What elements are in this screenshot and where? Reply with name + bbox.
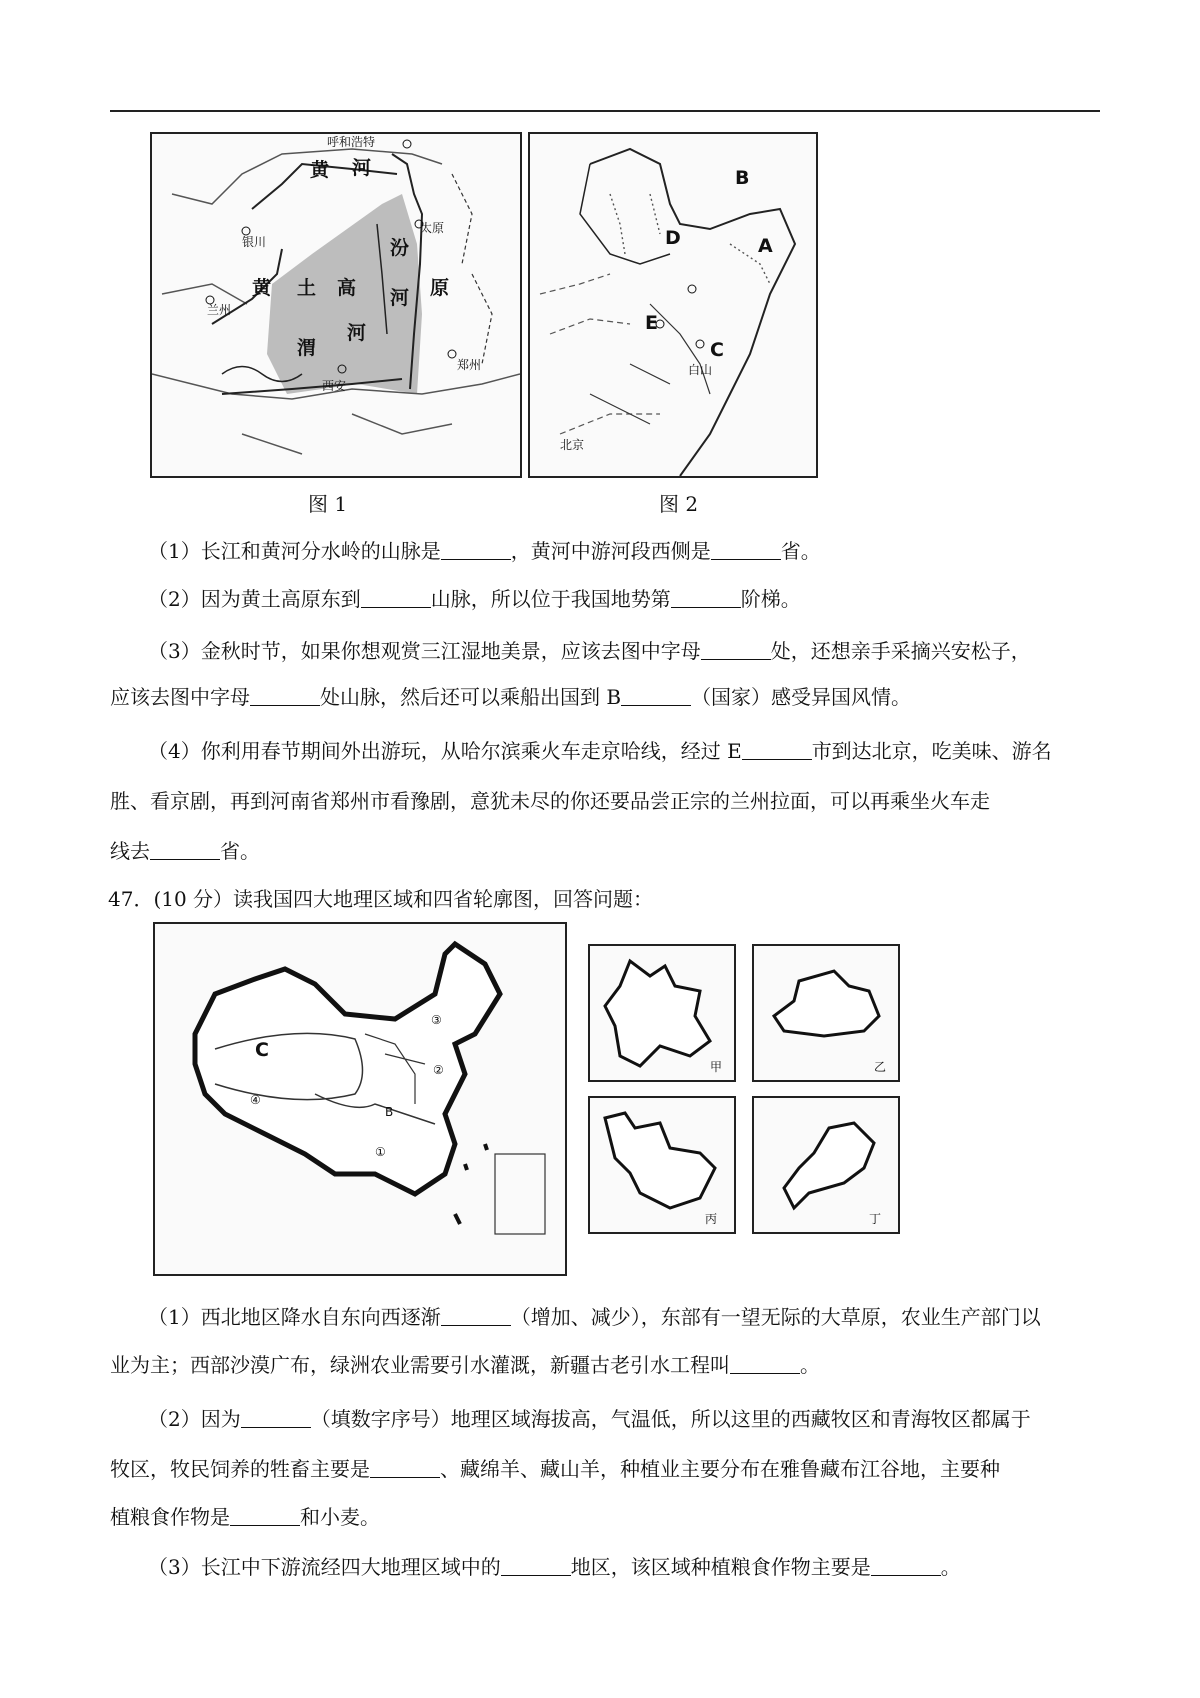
label-wei: 渭 — [297, 337, 317, 359]
label-huanghe-top2: 河 — [352, 157, 372, 179]
answer-blank[interactable] — [150, 839, 220, 860]
label-c: C — [710, 339, 724, 361]
map-label-4: ④ — [250, 1093, 261, 1107]
label-zhengzhou: 郑州 — [457, 358, 482, 372]
figure-1-caption: 图 1 — [308, 492, 348, 516]
answer-blank[interactable] — [501, 1555, 571, 1576]
label-b: B — [735, 167, 750, 189]
q46-item-3-cont: 应该去图中字母 处山脉，然后还可以乘船出国到 B （国家）感受异国风情。 — [110, 685, 912, 709]
label-wei-he: 河 — [347, 322, 367, 344]
q47-item-2-cont2: 植粮食作物是 和小麦。 — [110, 1505, 380, 1529]
label-huanghe-top: 黄 — [310, 159, 330, 181]
label-yuan: 原 — [430, 277, 450, 299]
answer-blank[interactable] — [701, 639, 771, 660]
label-d: D — [665, 227, 681, 249]
q46-item-4-cont2: 线去 省。 — [110, 839, 260, 863]
map-label-b: B — [385, 1105, 394, 1119]
q47-item-2: （2）因为 （填数字序号）地理区域海拔高，气温低，所以这里的西藏牧区和青海牧区都属于 — [148, 1407, 1031, 1431]
q47-item-3: （3）长江中下游流经四大地理区域中的 地区，该区域种植粮食作物主要是 。 — [148, 1555, 961, 1579]
province-label-ding: 丁 — [869, 1212, 882, 1226]
answer-blank[interactable] — [441, 1305, 511, 1326]
map-label-c: C — [255, 1039, 269, 1061]
province-jia — [588, 944, 736, 1082]
province-label-jia: 甲 — [710, 1060, 723, 1074]
q46-item-3: （3）金秋时节，如果你想观赏三江湿地美景，应该去图中字母 处，还想亲手采摘兴安松子， — [148, 639, 1031, 663]
answer-blank[interactable] — [871, 1555, 941, 1576]
q47-item-1: （1）西北地区降水自东向西逐渐 （增加、减少），东部有一望无际的大草原，农业生产部门以 — [148, 1305, 1041, 1329]
answer-blank[interactable] — [711, 539, 781, 560]
answer-blank[interactable] — [621, 685, 691, 706]
map-label-3: ③ — [431, 1013, 442, 1027]
label-taiyuan: 太原 — [420, 221, 445, 235]
label-yinchuan: 银川 — [242, 235, 267, 249]
q46-item-4-cont: 胜、看京剧，再到河南省郑州市看豫剧，意犹未尽的你还要品尝正宗的兰州拉面，可以再乘坐火车走 — [110, 789, 990, 813]
q46-item-4: （4）你利用春节期间外出游玩，从哈尔滨乘火车走京哈线，经过 E 市到达北京，吃美味、游名 — [148, 739, 1052, 763]
answer-blank[interactable] — [441, 539, 511, 560]
label-tu: 土 — [297, 277, 317, 299]
answer-blank[interactable] — [241, 1407, 311, 1428]
label-he: 河 — [390, 287, 410, 309]
label-huang: 黄 — [252, 277, 272, 299]
answer-blank[interactable] — [230, 1505, 300, 1526]
map-label-1: ① — [375, 1145, 386, 1159]
label-baishan: 白山 — [688, 363, 713, 377]
q47-title: 47．(10 分）读我国四大地理区域和四省轮廓图，回答问题： — [108, 887, 654, 911]
label-beijing: 北京 — [560, 438, 585, 452]
figure-2-map — [528, 132, 818, 478]
label-gao: 高 — [337, 277, 357, 299]
province-bing — [588, 1096, 736, 1234]
province-yi — [752, 944, 900, 1082]
q47-item-2-cont: 牧区，牧民饲养的牲畜主要是 、藏绵羊、藏山羊，种植业主要分布在雅鲁藏布江谷地，主要种 — [110, 1457, 1000, 1481]
province-ding — [752, 1096, 900, 1234]
header-rule — [110, 110, 1100, 112]
answer-blank[interactable] — [671, 587, 741, 608]
answer-blank[interactable] — [370, 1457, 440, 1478]
q46-item-1: （1）长江和黄河分水岭的山脉是 ，黄河中游河段西侧是 省。 — [148, 539, 821, 563]
q46-item-2: （2）因为黄土高原东到 山脉，所以位于我国地势第 阶梯。 — [148, 587, 801, 611]
label-lanzhou: 兰州 — [207, 303, 232, 317]
q47-item-1-cont: 业为主；西部沙漠广布，绿洲农业需要引水灌溉，新疆古老引水工程叫 。 — [110, 1353, 820, 1377]
answer-blank[interactable] — [730, 1353, 800, 1374]
label-a: A — [758, 235, 773, 257]
label-fen: 汾 — [390, 237, 410, 259]
answer-blank[interactable] — [250, 685, 320, 706]
label-xian: 西安 — [322, 379, 347, 393]
map-label-2: ② — [433, 1063, 444, 1077]
china-regions-map — [153, 922, 567, 1276]
figure-2-caption: 图 2 — [659, 492, 699, 516]
figure-1-map — [150, 132, 522, 478]
province-label-bing: 丙 — [705, 1212, 718, 1226]
label-e: E — [645, 312, 658, 334]
answer-blank[interactable] — [361, 587, 431, 608]
label-huhehaote: 呼和浩特 — [327, 135, 376, 149]
province-label-yi: 乙 — [874, 1060, 887, 1074]
answer-blank[interactable] — [742, 739, 812, 760]
